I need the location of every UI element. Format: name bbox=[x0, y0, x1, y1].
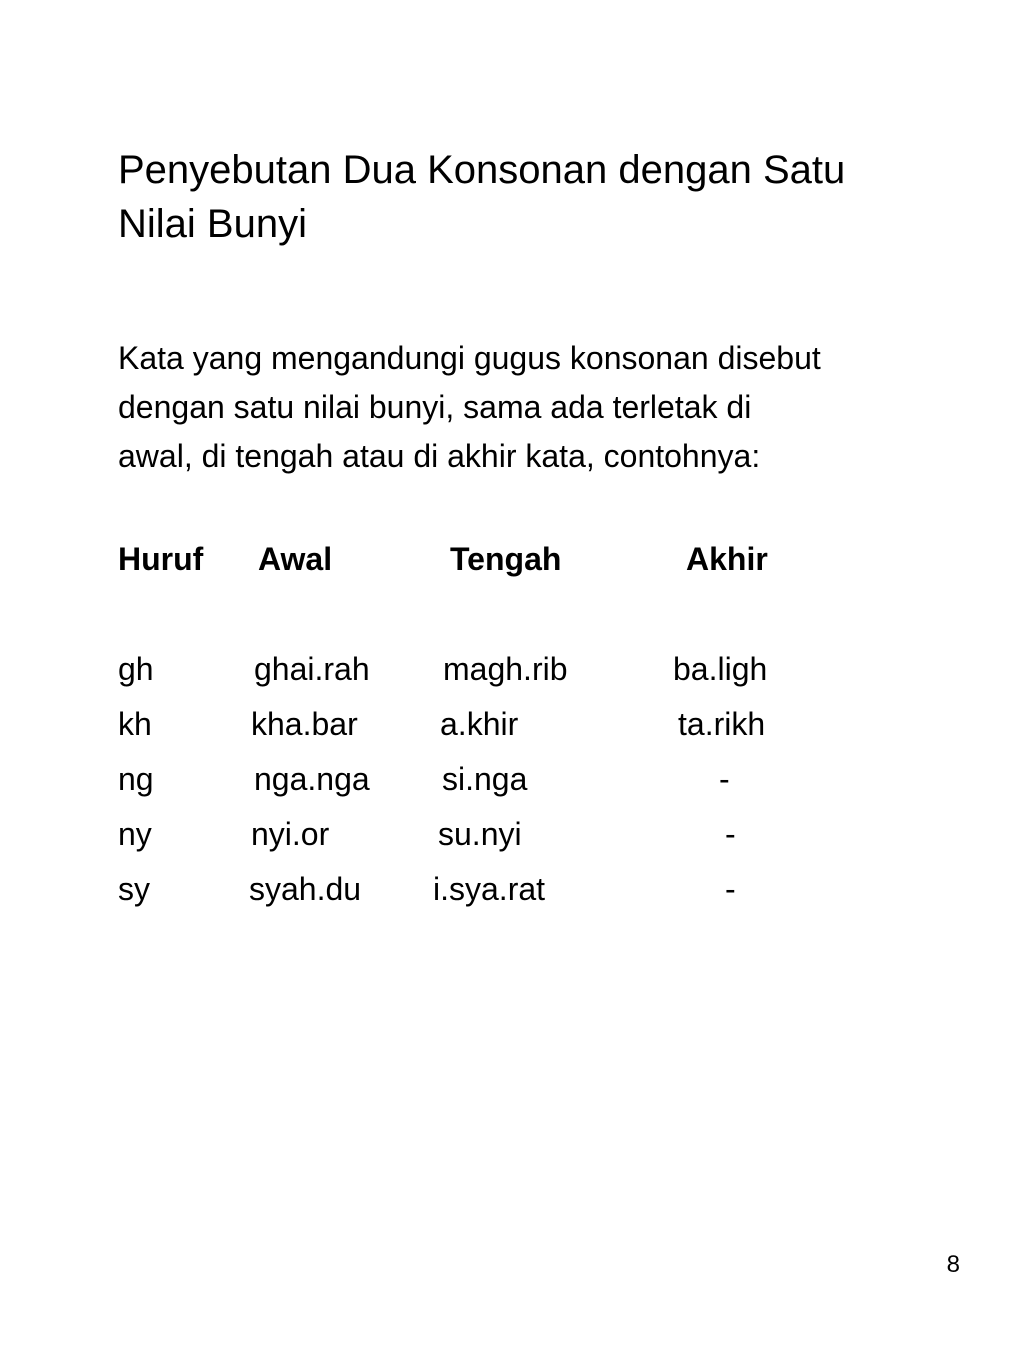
table-cell-tengah: su.nyi bbox=[438, 816, 522, 852]
table-cell-awal: nga.nga bbox=[254, 761, 370, 797]
table-cell-tengah: i.sya.rat bbox=[433, 871, 546, 907]
table-cell-huruf: kh bbox=[118, 706, 152, 742]
table-cell-huruf: ny bbox=[118, 816, 152, 852]
table-cell-awal: nyi.or bbox=[251, 816, 330, 852]
header-awal: Awal bbox=[258, 541, 333, 577]
table-cell-awal: syah.du bbox=[249, 871, 362, 907]
intro-paragraph bbox=[118, 334, 998, 481]
table-cell-awal: ghai.rah bbox=[254, 651, 370, 687]
slide-title-line-1: Penyebutan Dua Konsonan dengan Satu bbox=[118, 148, 846, 192]
table-cell-awal: kha.bar bbox=[251, 706, 358, 742]
header-tengah: Tengah bbox=[450, 541, 562, 577]
table-cell-akhir: - bbox=[725, 871, 736, 907]
table-cell-akhir: - bbox=[719, 761, 730, 797]
table-cell-akhir: ta.rikh bbox=[678, 706, 766, 742]
table-cell-tengah: a.khir bbox=[440, 706, 519, 742]
slide-title-line-2: Nilai Bunyi bbox=[118, 202, 307, 246]
table-cell-tengah: si.nga bbox=[442, 761, 528, 797]
intro-line-1: Kata yang mengandungi gugus konsonan disebut bbox=[118, 340, 821, 376]
table-cell-huruf: sy bbox=[118, 871, 150, 907]
intro-line-3: awal, di tengah atau di akhir kata, contohnya: bbox=[118, 438, 761, 474]
header-huruf: Huruf bbox=[118, 541, 204, 577]
header-akhir: Akhir bbox=[686, 541, 768, 577]
table-cell-tengah: magh.rib bbox=[443, 651, 568, 687]
slide-title bbox=[118, 143, 978, 251]
table-cell-akhir: ba.ligh bbox=[673, 651, 768, 687]
page-number: 8 bbox=[946, 1251, 960, 1278]
table-cell-huruf: ng bbox=[118, 761, 154, 797]
intro-line-2: dengan satu nilai bunyi, sama ada terletak di bbox=[118, 389, 752, 425]
table-cell-akhir: - bbox=[725, 816, 736, 852]
table-cell-huruf: gh bbox=[118, 651, 154, 687]
